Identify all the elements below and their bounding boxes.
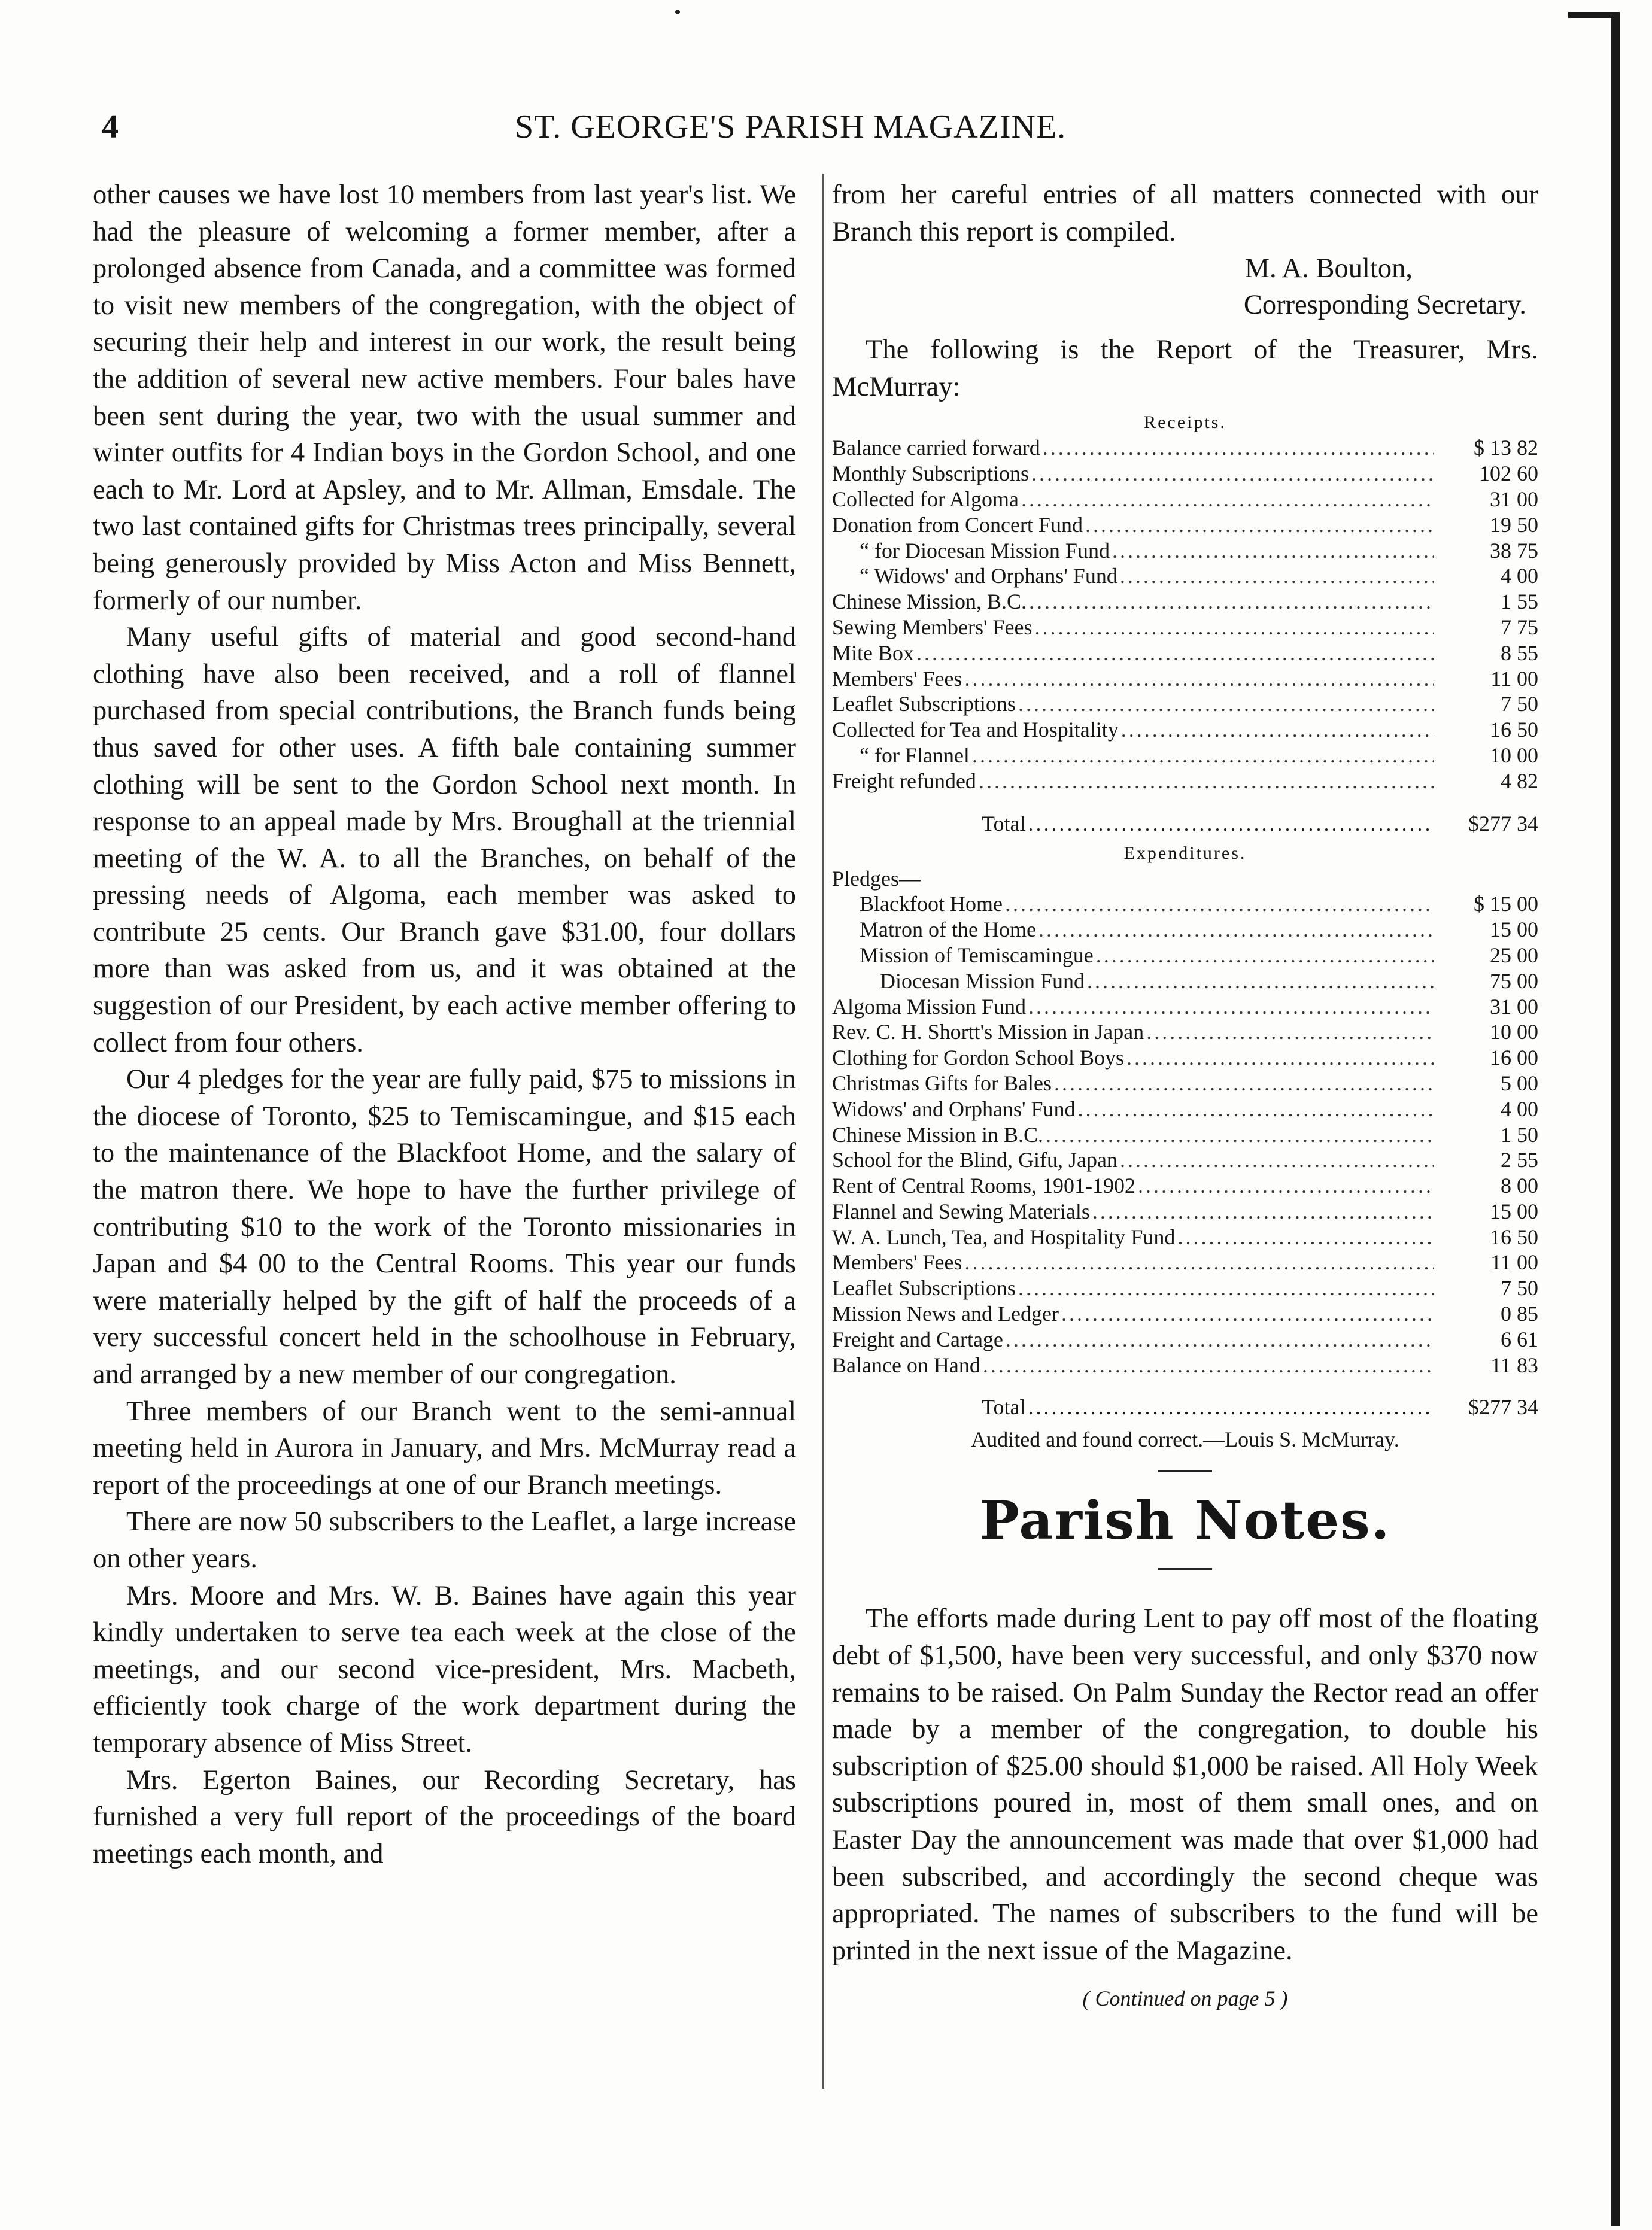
ledger-row bbox=[832, 1147, 1538, 1173]
ledger-amount: 38 75 bbox=[1490, 538, 1538, 563]
ledger-amount: 15 00 bbox=[1490, 1199, 1538, 1223]
ledger-amount: 7 50 bbox=[1501, 692, 1538, 716]
leader-dots bbox=[1112, 538, 1434, 564]
ledger-label: Christmas Gifts for Bales bbox=[832, 1071, 1052, 1095]
ledger-row bbox=[832, 1045, 1538, 1071]
ledger-label: Balance on Hand bbox=[832, 1353, 980, 1377]
ledger-row bbox=[832, 640, 1538, 666]
ledger-label: Members' Fees bbox=[832, 1250, 962, 1275]
ledger-row bbox=[832, 1250, 1538, 1275]
ledger-label: Sewing Members' Fees bbox=[832, 615, 1032, 639]
continued-note: ( Continued on page 5 ) bbox=[1082, 1986, 1288, 2011]
ledger-label: Widows' and Orphans' Fund bbox=[832, 1096, 1076, 1121]
ledger-row bbox=[832, 943, 1538, 968]
ledger-label: “ for Diocesan Mission Fund bbox=[860, 538, 1110, 563]
ledger-row bbox=[832, 1225, 1538, 1250]
leader-dots bbox=[1018, 691, 1434, 717]
ledger-row bbox=[832, 1071, 1538, 1096]
section-title: Parish Notes. bbox=[979, 1489, 1391, 1552]
ledger-label: Rent of Central Rooms, 1901-1902 bbox=[832, 1174, 1135, 1198]
ledger-row bbox=[832, 768, 1538, 794]
ledger-label: Chinese Mission, B.C. bbox=[832, 590, 1027, 614]
ledger-row bbox=[832, 1019, 1538, 1045]
ledger-row bbox=[832, 1301, 1538, 1327]
pledges-label: Pledges— bbox=[832, 866, 921, 891]
receipts-table bbox=[832, 435, 1538, 794]
expenditures-total: $277 34 bbox=[1468, 1395, 1538, 1420]
ledger-row bbox=[832, 435, 1538, 461]
leader-dots bbox=[964, 1250, 1434, 1275]
signature-name: M. A. Boulton, bbox=[1244, 253, 1413, 284]
leader-dots bbox=[979, 768, 1434, 794]
ledger-amount: 7 75 bbox=[1501, 615, 1538, 639]
audit-note: Audited and found correct.—Louis S. McMurray. bbox=[971, 1427, 1399, 1452]
column-divider bbox=[822, 174, 824, 2089]
ledger-label: Diocesan Mission Fund bbox=[880, 968, 1085, 993]
leader-dots bbox=[1085, 512, 1434, 538]
leader-dots bbox=[1078, 1096, 1435, 1122]
leader-dots bbox=[1031, 461, 1434, 487]
ledger-row bbox=[832, 1096, 1538, 1122]
ledger-row bbox=[832, 1327, 1538, 1353]
print-speck bbox=[675, 10, 680, 14]
ledger-amount: 75 00 bbox=[1490, 968, 1538, 993]
report-closing: from her careful entries of all matters connected with our Branch this report is compiled. bbox=[832, 180, 1538, 247]
expenditures-table bbox=[832, 891, 1538, 1378]
leader-dots bbox=[983, 1353, 1434, 1378]
ledger-label: W. A. Lunch, Tea, and Hospitality Fund bbox=[832, 1225, 1176, 1249]
leader-dots bbox=[1054, 1071, 1434, 1096]
ledger-label: Freight refunded bbox=[832, 768, 976, 793]
leader-dots bbox=[1096, 943, 1434, 968]
leader-dots bbox=[916, 640, 1434, 666]
ledger-amount: 16 00 bbox=[1490, 1046, 1538, 1070]
ledger-label: Clothing for Gordon School Boys bbox=[832, 1046, 1125, 1070]
leader-dots bbox=[1038, 917, 1434, 943]
ledger-amount: 8 00 bbox=[1501, 1174, 1538, 1198]
ledger-amount: 6 61 bbox=[1501, 1327, 1538, 1351]
ledger-row bbox=[832, 563, 1538, 589]
ledger-label: “ Widows' and Orphans' Fund bbox=[860, 564, 1117, 588]
ledger-row bbox=[832, 1353, 1538, 1378]
ledger-amount: 16 50 bbox=[1490, 718, 1538, 742]
receipts-heading: Receipts. bbox=[1144, 412, 1226, 433]
expenditures-total-row bbox=[832, 1394, 1538, 1420]
leader-dots bbox=[964, 666, 1434, 692]
ledger-row bbox=[832, 487, 1538, 512]
ledger-label: Leaflet Subscriptions bbox=[832, 1276, 1016, 1301]
ledger-row bbox=[832, 994, 1538, 1020]
scan-edge-right bbox=[1611, 12, 1620, 2226]
ledger-amount: 31 00 bbox=[1490, 994, 1538, 1019]
ledger-label: Freight and Cartage bbox=[832, 1327, 1003, 1351]
leader-dots bbox=[1121, 717, 1434, 743]
ledger-amount: 31 00 bbox=[1490, 487, 1538, 511]
ledger-row bbox=[832, 968, 1538, 994]
ledger-label: Algoma Mission Fund bbox=[832, 994, 1027, 1019]
receipts-total-label: Total bbox=[982, 811, 1026, 836]
ledger-row bbox=[832, 1275, 1538, 1301]
ledger-amount: $ 15 00 bbox=[1474, 892, 1538, 916]
ledger-row bbox=[832, 1173, 1538, 1199]
receipts-total: $277 34 bbox=[1468, 811, 1538, 836]
signature-title: Corresponding Secretary. bbox=[1243, 290, 1526, 321]
ledger-label: Rev. C. H. Shortt's Mission in Japan bbox=[832, 1020, 1144, 1044]
leader-dots bbox=[1126, 1045, 1434, 1071]
page-number: 4 bbox=[102, 108, 119, 145]
ledger-amount: 2 55 bbox=[1501, 1148, 1538, 1172]
leader-dots bbox=[1061, 1301, 1434, 1327]
ornament-rule bbox=[1158, 1568, 1212, 1570]
ledger-amount: 4 00 bbox=[1501, 1096, 1538, 1121]
ledger-label: “ for Flannel bbox=[860, 743, 970, 767]
ledger-row bbox=[832, 1122, 1538, 1148]
leader-dots bbox=[1029, 589, 1434, 615]
paragraph: other causes we have lost 10 members from last year's list. We had the pleasure of welcoming a former member, after a prolonged absence from Canada, and a committee was formed to visit new members of the congregation, with the object of securing their help and interest in our work, the result being the addition of several new active members. Four bales have been sent during the year, two with the usual summer and winter outfits for 4 Indian boys in the Gordon School, and one each to Mr. Lord at Apsley, and to Mr. Allman, Emsdale. The two last contained gifts for Christmas trees principally, several being generously provided by Miss Acton and Miss Bennett, formerly of our number. bbox=[93, 180, 796, 616]
leader-dots bbox=[1087, 968, 1434, 994]
ledger-row bbox=[832, 589, 1538, 615]
ledger-amount: 16 50 bbox=[1490, 1225, 1538, 1249]
ledger-row bbox=[832, 461, 1538, 487]
paragraph: There are now 50 subscribers to the Leaflet, a large increase on other years. bbox=[93, 1506, 796, 1574]
ledger-row bbox=[832, 538, 1538, 564]
ledger-row bbox=[832, 512, 1538, 538]
leader-dots bbox=[1021, 487, 1434, 512]
ledger-amount: 11 83 bbox=[1490, 1353, 1538, 1377]
ornament-rule bbox=[1158, 1470, 1212, 1472]
ledger-amount: 4 00 bbox=[1501, 564, 1538, 588]
leader-dots bbox=[1138, 1173, 1434, 1199]
ledger-row bbox=[832, 717, 1538, 743]
ledger-amount: 7 50 bbox=[1501, 1276, 1538, 1301]
ledger-amount: 11 00 bbox=[1490, 666, 1538, 691]
leader-dots bbox=[972, 743, 1434, 768]
ledger-amount: 0 85 bbox=[1501, 1302, 1538, 1326]
leader-dots bbox=[1146, 1019, 1434, 1045]
ledger-label: Mite Box bbox=[832, 640, 915, 665]
ledger-amount: 1 55 bbox=[1501, 590, 1538, 614]
ledger-row bbox=[832, 691, 1538, 717]
ledger-label: Chinese Mission in B.C. bbox=[832, 1122, 1044, 1147]
ledger-amount: 11 00 bbox=[1490, 1250, 1538, 1275]
ledger-label: Mission News and Ledger bbox=[832, 1302, 1059, 1326]
ledger-row bbox=[832, 917, 1538, 943]
leader-dots bbox=[1120, 1147, 1434, 1173]
ledger-label: Flannel and Sewing Materials bbox=[832, 1199, 1090, 1223]
expenditures-total-label: Total bbox=[982, 1395, 1026, 1420]
ledger-label: Mission of Temiscamingue bbox=[860, 943, 1094, 967]
ledger-amount: 1 50 bbox=[1501, 1122, 1538, 1147]
ledger-amount: 15 00 bbox=[1490, 917, 1538, 942]
ledger-label: Monthly Subscriptions bbox=[832, 461, 1030, 486]
leader-dots bbox=[1177, 1225, 1434, 1250]
ledger-label: Donation from Concert Fund bbox=[832, 512, 1083, 537]
ledger-label: School for the Blind, Gifu, Japan bbox=[832, 1148, 1117, 1172]
expenditures-heading: Expenditures. bbox=[1123, 843, 1247, 863]
ledger-amount: 10 00 bbox=[1490, 1020, 1538, 1044]
parish-notes-paragraph: The efforts made during Lent to pay off most of the floating debt of $1,500, have been very successful, and only $370 now remains to be raised. On Palm Sunday the Rector read an offer made by a member of the congregation, to double his subscription of $25.00 should $1,000 be raised. All Holy Week subscriptions poured in, most of them small ones, and on Easter Day the announcement was made that over $1,000 had been subscribed, and accordingly the second cheque was appropriated. The names of subscribers to the fund will be printed in the next issue of the Magazine. bbox=[832, 1603, 1538, 1966]
ledger-row bbox=[832, 666, 1538, 692]
leader-dots bbox=[1046, 1122, 1434, 1148]
ledger-label: Matron of the Home bbox=[860, 917, 1036, 942]
leader-dots bbox=[1005, 891, 1434, 917]
leader-dots bbox=[1120, 563, 1434, 589]
ledger-row bbox=[832, 891, 1538, 917]
right-column bbox=[832, 177, 1538, 2011]
leader-dots bbox=[1043, 435, 1434, 461]
paragraph: Mrs. Egerton Baines, our Recording Secretary, has furnished a very full report of the proceedings of the board meetings each month, and bbox=[93, 1764, 796, 1869]
signature bbox=[832, 250, 1526, 323]
paragraph: Three members of our Branch went to the semi-annual meeting held in Aurora in January, and Mrs. McMurray read a report of the proceedings at one of our Branch meetings. bbox=[93, 1396, 796, 1500]
paragraph: Many useful gifts of material and good second-hand clothing have also been received, and a roll of flannel purchased from special contributions, the Branch funds being thus saved for other uses. A fifth bale containing summer clothing will be sent to the Gordon School next month. In response to an appeal made by Mrs. Broughall at the triennial meeting of the W. A. to all the Branches, on behalf of the pressing needs of Algoma, each member was asked to contribute 25 cents. Our Branch gave $31.00, four dollars more than was asked from us, and it was obtained at the suggestion of our President, by each active member offering to collect from four others. bbox=[93, 622, 796, 1058]
ledger-label: Leaflet Subscriptions bbox=[832, 692, 1016, 716]
ledger-label: Collected for Algoma bbox=[832, 487, 1019, 511]
running-head: ST. GEORGE'S PARISH MAGAZINE. bbox=[515, 108, 1067, 145]
receipts-total-row bbox=[832, 811, 1538, 836]
ledger-row bbox=[832, 615, 1538, 640]
ledger-amount: 102 60 bbox=[1479, 461, 1538, 486]
ledger-amount: 25 00 bbox=[1490, 943, 1538, 967]
ledger-amount: $ 13 82 bbox=[1474, 436, 1538, 460]
leader-dots bbox=[1018, 1275, 1434, 1301]
ledger-label: Members' Fees bbox=[832, 666, 962, 691]
ledger-amount: 10 00 bbox=[1490, 743, 1538, 767]
paragraph: Mrs. Moore and Mrs. W. B. Baines have again this year kindly undertaken to serve tea each week at the close of the meetings, and our second vice-president, Mrs. Macbeth, efficiently took charge of the work department during the temporary absence of Miss Street. bbox=[93, 1580, 796, 1758]
leader-dots bbox=[1034, 615, 1434, 640]
leader-dots bbox=[1006, 1327, 1434, 1353]
ledger-row bbox=[832, 1199, 1538, 1225]
ledger-amount: 4 82 bbox=[1501, 768, 1538, 793]
ledger-amount: 8 55 bbox=[1501, 640, 1538, 665]
treasurer-intro: The following is the Report of the Treasurer, Mrs. McMurray: bbox=[832, 335, 1538, 402]
left-column bbox=[93, 177, 796, 1872]
ledger-row bbox=[832, 743, 1538, 768]
ledger-label: Balance carried forward bbox=[832, 436, 1040, 460]
ledger-label: Collected for Tea and Hospitality bbox=[832, 718, 1119, 742]
leader-dots bbox=[1028, 994, 1434, 1020]
paragraph: Our 4 pledges for the year are fully paid, $75 to missions in the diocese of Toronto, $25 to Temiscamingue, and $15 each to the maintenance of the Blackfoot Home, and the salary of the matron there. We hope to have the further privilege of contributing $10 to the work of the Toronto missionaries in Japan and $4 00 to the Central Rooms. This year our funds were materially helped by the gift of half the proceeds of a very successful concert held in the schoolhouse in February, and arranged by a new member of our congregation. bbox=[93, 1064, 796, 1390]
leader-dots bbox=[1092, 1199, 1434, 1225]
ledger-amount: 5 00 bbox=[1501, 1071, 1538, 1095]
ledger-label: Blackfoot Home bbox=[860, 892, 1003, 916]
ledger-amount: 19 50 bbox=[1490, 512, 1538, 537]
